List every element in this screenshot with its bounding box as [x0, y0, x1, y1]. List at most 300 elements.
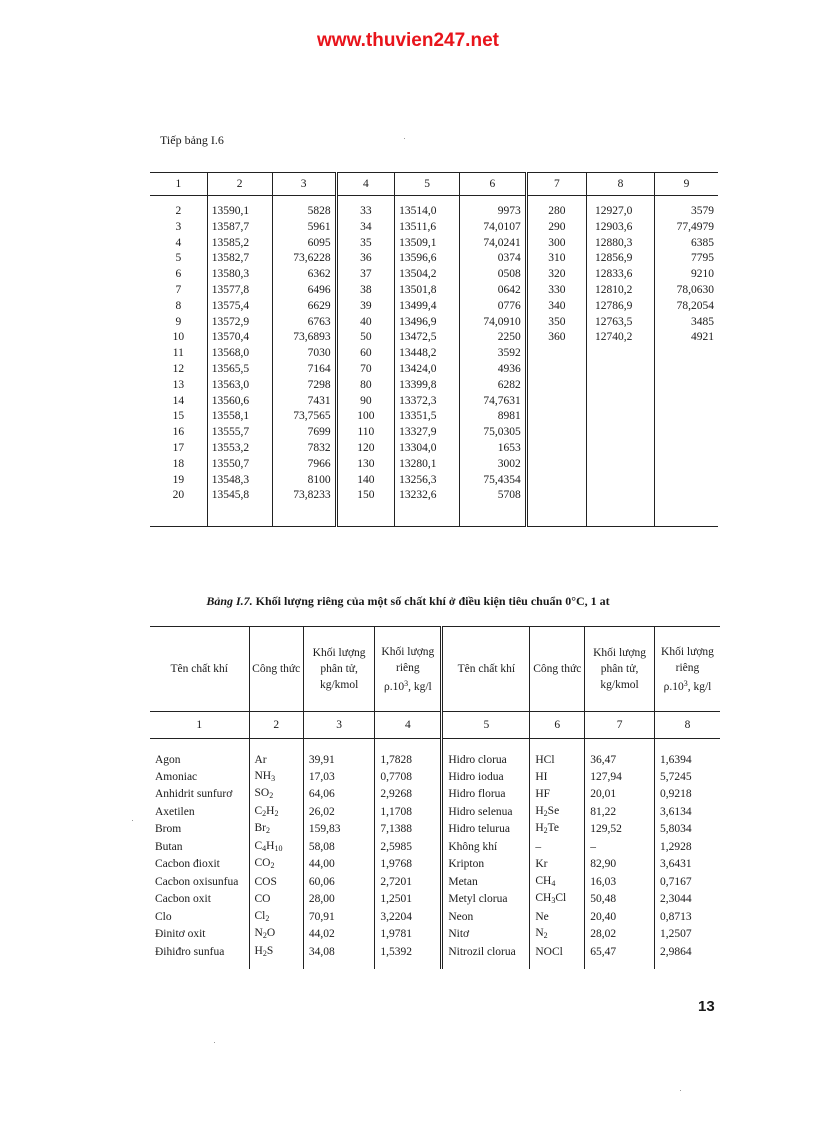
formula-cell: [249, 909, 303, 927]
table2-caption: [0, 594, 816, 609]
table1-cell: 13399,8: [395, 378, 460, 394]
gas-name-cell: Cacbon oxit: [155, 893, 211, 905]
table1-header-col-1: 1: [150, 173, 207, 196]
table1-cell: [654, 425, 718, 441]
table-row: [150, 220, 718, 236]
speck: [214, 1042, 215, 1043]
gas-name-cell: Metan: [442, 874, 530, 892]
table1-cell: [654, 488, 718, 504]
table-row: [150, 786, 720, 804]
table1-cell: 34: [336, 220, 395, 236]
formula-cell: [530, 786, 585, 804]
formula-subscript: 2: [543, 808, 548, 818]
formula-symbol: HI: [535, 770, 548, 783]
table1-cell: 7966: [272, 457, 336, 473]
formula-symbol: CO: [254, 857, 271, 869]
table1-cell: 5: [175, 252, 182, 265]
table1-cell: 11: [172, 347, 184, 360]
density-cell: 1,9768: [375, 856, 442, 874]
table-row: [150, 204, 718, 220]
table1-cell: 50: [336, 330, 395, 346]
formula-symbol: N: [254, 927, 263, 939]
table1-cell: 3592: [460, 346, 527, 362]
table1-cell: [587, 425, 655, 441]
formula: [535, 892, 566, 904]
molar-mass-cell: 28,00: [303, 891, 374, 909]
table1-cell: [587, 488, 655, 504]
table1-cell: [526, 378, 586, 394]
formula-cell: [530, 769, 585, 787]
formula-subscript: 2: [270, 861, 275, 870]
table1-cell: 6629: [272, 299, 336, 315]
formula: [535, 875, 555, 887]
table1-cell: [526, 488, 586, 504]
formula: [255, 910, 270, 922]
formula: [255, 754, 267, 766]
molar-mass-cell: 39,91: [303, 753, 374, 769]
table1-cell: 74,7631: [460, 394, 527, 410]
formula-cell: [530, 944, 585, 962]
table2-column-number: 4: [375, 712, 442, 739]
formula: [255, 893, 271, 905]
gas-name-cell: Cacbon đioxit: [155, 858, 220, 870]
formula-subscript: 2: [269, 791, 274, 800]
formula: [535, 788, 550, 800]
formula: [255, 787, 274, 799]
table-row: [150, 488, 718, 504]
table-row: [150, 409, 718, 425]
formula: [255, 945, 274, 957]
table1-cell: [526, 473, 586, 489]
molar-mass-cell: 20,40: [585, 909, 655, 927]
formula-symbol: Kr: [535, 858, 548, 870]
table1-cell: 77,4979: [654, 220, 718, 236]
formula-cell: [249, 839, 303, 857]
molar-mass-cell: 159,83: [303, 821, 374, 839]
table-row: [150, 236, 718, 252]
table1-cell: 20: [172, 489, 185, 502]
formula-subscript: 10: [274, 843, 283, 853]
table1-cell: [654, 409, 718, 425]
molar-mass-cell: 127,94: [585, 769, 655, 787]
col-molar-mass: Khối lượng phân tử, kg/kmol: [303, 627, 374, 712]
gas-name-cell: Hidro selenua: [442, 804, 530, 822]
gas-name-cell: Hidro telurua: [442, 821, 530, 839]
table1-cell: 13496,9: [395, 315, 460, 331]
formula-subscript: 2: [262, 931, 267, 940]
table1-cell: 13424,0: [395, 362, 460, 378]
formula-symbol: CO: [254, 893, 271, 905]
table2-column-number: 6: [530, 712, 585, 739]
speck: [132, 820, 133, 821]
table1-cell: 7431: [272, 394, 336, 410]
table1-cell: [654, 441, 718, 457]
formula: [535, 927, 547, 939]
formula-symbol: N: [535, 927, 544, 939]
col-density-2: Khối lượng riêng $\rho.10^3$, kg/l: [654, 627, 720, 712]
formula-symbol: NOCl: [535, 945, 563, 958]
table-row: [150, 425, 718, 441]
gas-density-table: [150, 626, 720, 969]
table-row: [150, 753, 720, 769]
table1-cell: 74,0910: [460, 315, 527, 331]
table-row: [150, 821, 720, 839]
formula: [535, 822, 559, 834]
table1-cell: 8: [175, 299, 182, 312]
formula-symbol: Ar: [254, 754, 267, 766]
formula: [535, 771, 547, 783]
molar-mass-cell: 58,08: [303, 839, 374, 857]
table1-cell: [654, 394, 718, 410]
table-row: [150, 283, 718, 299]
density-cell: 3,2204: [375, 909, 442, 927]
density-cell: 1,2501: [375, 891, 442, 909]
molar-mass-cell: 26,02: [303, 804, 374, 822]
formula-cell: [249, 874, 303, 892]
table1-cell: 10: [172, 331, 185, 344]
table1-cell: 0508: [460, 267, 527, 283]
gas-name-cell: Kripton: [442, 856, 530, 874]
table1-cell: 37: [336, 267, 395, 283]
table1-cell: 13596,6: [395, 251, 460, 267]
formula-cell: [530, 804, 585, 822]
table1-cell: 12786,9: [587, 299, 655, 315]
table-row: [150, 394, 718, 410]
gas-name-cell: Hidro florua: [442, 786, 530, 804]
table1-cell: 2: [175, 205, 182, 217]
col-density: Khối lượng riêng $\rho.10^3$, kg/l: [375, 627, 442, 712]
molar-mass-cell: 16,03: [585, 874, 655, 892]
table1-cell: 6362: [272, 267, 336, 283]
speck: [680, 1090, 681, 1091]
density-cell: 3,6431: [654, 856, 720, 874]
formula: [255, 770, 276, 782]
table1-cell: 12: [172, 362, 185, 375]
table1-cell: 130: [336, 457, 395, 473]
formula-cell: [249, 786, 303, 804]
table1-cell: 18: [172, 457, 185, 470]
formula-symbol: Ne: [535, 910, 549, 923]
table1-cell: 9973: [460, 204, 527, 220]
table1-cell: 73,7565: [272, 409, 336, 425]
molar-mass-cell: 60,06: [303, 874, 374, 892]
table1-cell: [654, 473, 718, 489]
table1-cell: 1653: [460, 441, 527, 457]
watermark[interactable]: www.thuvien247.net: [317, 30, 499, 51]
table1-cell: [526, 425, 586, 441]
formula-cell: [530, 839, 585, 857]
table1-header-col-2: 2: [207, 173, 272, 196]
table-row: [150, 441, 718, 457]
table1-cell: 39: [336, 299, 395, 315]
table1-header-col-3: 3: [272, 173, 336, 196]
formula-cell: [530, 753, 585, 769]
formula-cell: [530, 821, 585, 839]
density-cell: 1,9781: [375, 926, 442, 944]
formula-symbol: CH: [535, 874, 552, 887]
formula-cell: [530, 891, 585, 909]
formula: [255, 876, 277, 888]
table1-cell: 78,0630: [654, 283, 718, 299]
table1-cell: 19: [172, 473, 185, 486]
table1-cell: 340: [526, 299, 586, 315]
table1-cell: 7832: [272, 441, 336, 457]
density-cell: 0,8713: [654, 909, 720, 927]
table-row: [150, 839, 720, 857]
formula-subscript: 3: [271, 773, 276, 783]
table1-cell: [587, 394, 655, 410]
formula-symbol: H: [535, 822, 544, 834]
table1-cell: 6095: [272, 236, 336, 252]
formula-subscript: 4: [262, 843, 267, 853]
density-cell: 1,2928: [654, 839, 720, 857]
formula-subscript: 2: [266, 826, 270, 835]
table-row: [150, 473, 718, 489]
molar-mass-cell: 82,90: [585, 856, 655, 874]
table1-cell: 13553,2: [207, 441, 272, 457]
formula-symbol: COS: [254, 875, 277, 888]
density-cell: 1,2507: [654, 926, 720, 944]
table-row: [150, 891, 720, 909]
table1-cell: [587, 457, 655, 473]
table1-cell: 12903,6: [587, 220, 655, 236]
table1-cell: 70: [336, 362, 395, 378]
table2-column-number: 7: [585, 712, 655, 739]
density-cell: 0,9218: [654, 786, 720, 804]
table1-cell: 16: [172, 426, 185, 439]
table1-cell: 74,0107: [460, 220, 527, 236]
formula-subscript: 4: [551, 878, 556, 888]
formula-symbol: C: [254, 839, 263, 852]
formula: [535, 805, 559, 817]
table1-cell: [587, 441, 655, 457]
table1-cell: 14: [172, 394, 185, 407]
formula-subscript: 2: [265, 913, 270, 923]
formula-cell: [530, 926, 585, 944]
molar-mass-cell: 17,03: [303, 769, 374, 787]
table1-cell: 110: [336, 425, 395, 441]
density-cell: 5,8034: [654, 821, 720, 839]
table1-cell: 3485: [654, 315, 718, 331]
table1-cell: 360: [526, 330, 586, 346]
gas-name-cell: Brom: [155, 823, 182, 835]
table1-cell: 60: [336, 346, 395, 362]
table1-cell: 9: [175, 315, 182, 328]
gas-name-cell: Clo: [155, 910, 172, 923]
table1-cell: 12810,2: [587, 283, 655, 299]
formula-cell: [249, 944, 303, 962]
table1-cell: 6763: [272, 315, 336, 331]
table-row: [150, 909, 720, 927]
table1-cell: 13304,0: [395, 441, 460, 457]
molar-mass-cell: 20,01: [585, 786, 655, 804]
molar-mass-cell: 34,08: [303, 944, 374, 962]
table1-header-col-8: 8: [587, 173, 655, 196]
formula-symbol: –: [535, 840, 542, 853]
density-cell: 2,3044: [654, 891, 720, 909]
table1-cell: 8981: [460, 409, 527, 425]
gas-name-cell: Neon: [442, 909, 530, 927]
table1-cell: 7030: [272, 346, 336, 362]
formula-cell: [249, 926, 303, 944]
table-row: [150, 926, 720, 944]
table1-cell: 6385: [654, 236, 718, 252]
table1-cell: 4921: [654, 330, 718, 346]
table1-header-col-4: 4: [336, 173, 395, 196]
table1-cell: 12856,9: [587, 251, 655, 267]
molar-mass-cell: 70,91: [303, 909, 374, 927]
table2-caption-label: Bảng I.7.: [206, 594, 253, 608]
table1-cell: 13570,4: [207, 330, 272, 346]
molar-mass-cell: 64,06: [303, 786, 374, 804]
col-gas-name-2: Tên chất khí: [442, 627, 530, 712]
table1-cell: 3579: [654, 204, 718, 220]
table1-cell: 12927,0: [587, 204, 655, 220]
table1-cell: [526, 441, 586, 457]
table1-cell: 13587,7: [207, 220, 272, 236]
formula-cell: [249, 804, 303, 822]
table1-cell: 140: [336, 473, 395, 489]
formula-cell: [249, 769, 303, 787]
table-row: [150, 330, 718, 346]
density-cell: 0,7708: [375, 769, 442, 787]
table-row: [150, 378, 718, 394]
density-cell: 1,5392: [375, 944, 442, 962]
table1-cell: 6282: [460, 378, 527, 394]
density-table-continued: [150, 172, 718, 527]
table1-header-col-6: 6: [460, 173, 527, 196]
molar-mass-cell: 81,22: [585, 804, 655, 822]
table1-cell: 120: [336, 441, 395, 457]
table1-cell: 73,8233: [272, 488, 336, 504]
formula-symbol: Cl: [254, 909, 266, 922]
gas-name-cell: Anhidrit sunfurơ: [155, 788, 233, 800]
table1-cell: 9210: [654, 267, 718, 283]
gas-name-cell: Metyl clorua: [442, 891, 530, 909]
formula-symbol: C: [254, 804, 263, 817]
table1-cell: 74,0241: [460, 236, 527, 252]
table-row: [150, 315, 718, 331]
table1-header-col-7: 7: [526, 173, 586, 196]
table1-cell: 5828: [272, 204, 336, 220]
table1-cell: 13590,1: [207, 204, 272, 220]
table1-cell: [654, 457, 718, 473]
table1-cell: 100: [336, 409, 395, 425]
table-row: [150, 251, 718, 267]
formula-subscript: 2: [262, 808, 267, 818]
table1-cell: 13280,1: [395, 457, 460, 473]
table1-cell: 13580,3: [207, 267, 272, 283]
table1-cell: 13448,2: [395, 346, 460, 362]
formula-symbol: S: [266, 944, 274, 957]
speck: [404, 138, 405, 139]
table1-cell: 6496: [272, 283, 336, 299]
formula-symbol: H: [266, 804, 275, 817]
table1-cell: [526, 394, 586, 410]
table1-cell: 13501,8: [395, 283, 460, 299]
table2-column-number: 2: [249, 712, 303, 739]
table1-cell: 78,2054: [654, 299, 718, 315]
gas-name-cell: Đinitơ oxit: [155, 928, 206, 940]
table1-cell: 73,6893: [272, 330, 336, 346]
table1-cell: [526, 409, 586, 425]
formula: [255, 840, 283, 852]
formula-symbol: HF: [535, 788, 551, 800]
formula-subscript: 2: [274, 808, 279, 818]
formula-symbol: Se: [547, 804, 560, 817]
formula: [535, 858, 547, 870]
molar-mass-cell: 44,02: [303, 926, 374, 944]
table1-cell: [587, 409, 655, 425]
table1-cell: 38: [336, 283, 395, 299]
table1-cell: 13558,1: [207, 409, 272, 425]
formula-symbol: Cl: [555, 892, 567, 904]
formula-symbol: H: [254, 944, 263, 957]
table1-cell: 7699: [272, 425, 336, 441]
table1-cell: 13256,3: [395, 473, 460, 489]
table1-cell: 5708: [460, 488, 527, 504]
table1-cell: 6: [175, 268, 182, 281]
formula-symbol: H: [266, 839, 275, 852]
formula: [535, 754, 554, 766]
formula-symbol: H: [535, 804, 544, 817]
formula-subscript: 3: [551, 896, 556, 905]
table1-cell: 12740,2: [587, 330, 655, 346]
formula-cell: [530, 856, 585, 874]
formula: [255, 857, 275, 869]
density-cell: 3,6134: [654, 804, 720, 822]
formula-symbol: CH: [535, 892, 552, 904]
table1-cell: [587, 378, 655, 394]
table1-cell: 13575,4: [207, 299, 272, 315]
table1-cell: 0642: [460, 283, 527, 299]
molar-mass-cell: 36,47: [585, 753, 655, 769]
table-row: [150, 769, 720, 787]
table1-cell: 13545,8: [207, 488, 272, 504]
formula-cell: [249, 753, 303, 769]
col-molar-mass-2: Khối lượng phân tử, kg/kmol: [585, 627, 655, 712]
gas-name-cell: Nitrozil clorua: [442, 944, 530, 962]
table2-column-number: 3: [303, 712, 374, 739]
table1-cell: 12833,6: [587, 267, 655, 283]
molar-mass-cell: 65,47: [585, 944, 655, 962]
table1-cell: [654, 346, 718, 362]
gas-name-cell: Amoniac: [155, 770, 198, 783]
table2-caption-text: Khối lượng riêng của một số chất khí ở điều kiện tiêu chuẩn 0°C, 1 at: [255, 594, 610, 608]
formula-cell: [530, 909, 585, 927]
table1-cell: 40: [336, 315, 395, 331]
table1-cell: 330: [526, 283, 586, 299]
table1-cell: 17: [172, 441, 185, 454]
table1-cell: 13372,3: [395, 394, 460, 410]
table1-cell: 13572,9: [207, 315, 272, 331]
table1-cell: 13514,0: [395, 204, 460, 220]
col-formula-2: Công thức: [530, 627, 585, 712]
table1-cell: [654, 378, 718, 394]
table1-cell: 13548,3: [207, 473, 272, 489]
table-row: [150, 856, 720, 874]
table1-cell: 280: [526, 204, 586, 220]
table1-cell: 13565,5: [207, 362, 272, 378]
table1-cell: 13: [172, 378, 185, 391]
formula-cell: [249, 891, 303, 909]
table1-cell: 15: [172, 410, 185, 423]
table1-cell: 290: [526, 220, 586, 236]
formula-cell: [249, 856, 303, 874]
table2-column-number: 8: [654, 712, 720, 739]
table1-cell: 75,4354: [460, 473, 527, 489]
table-row: [150, 457, 718, 473]
